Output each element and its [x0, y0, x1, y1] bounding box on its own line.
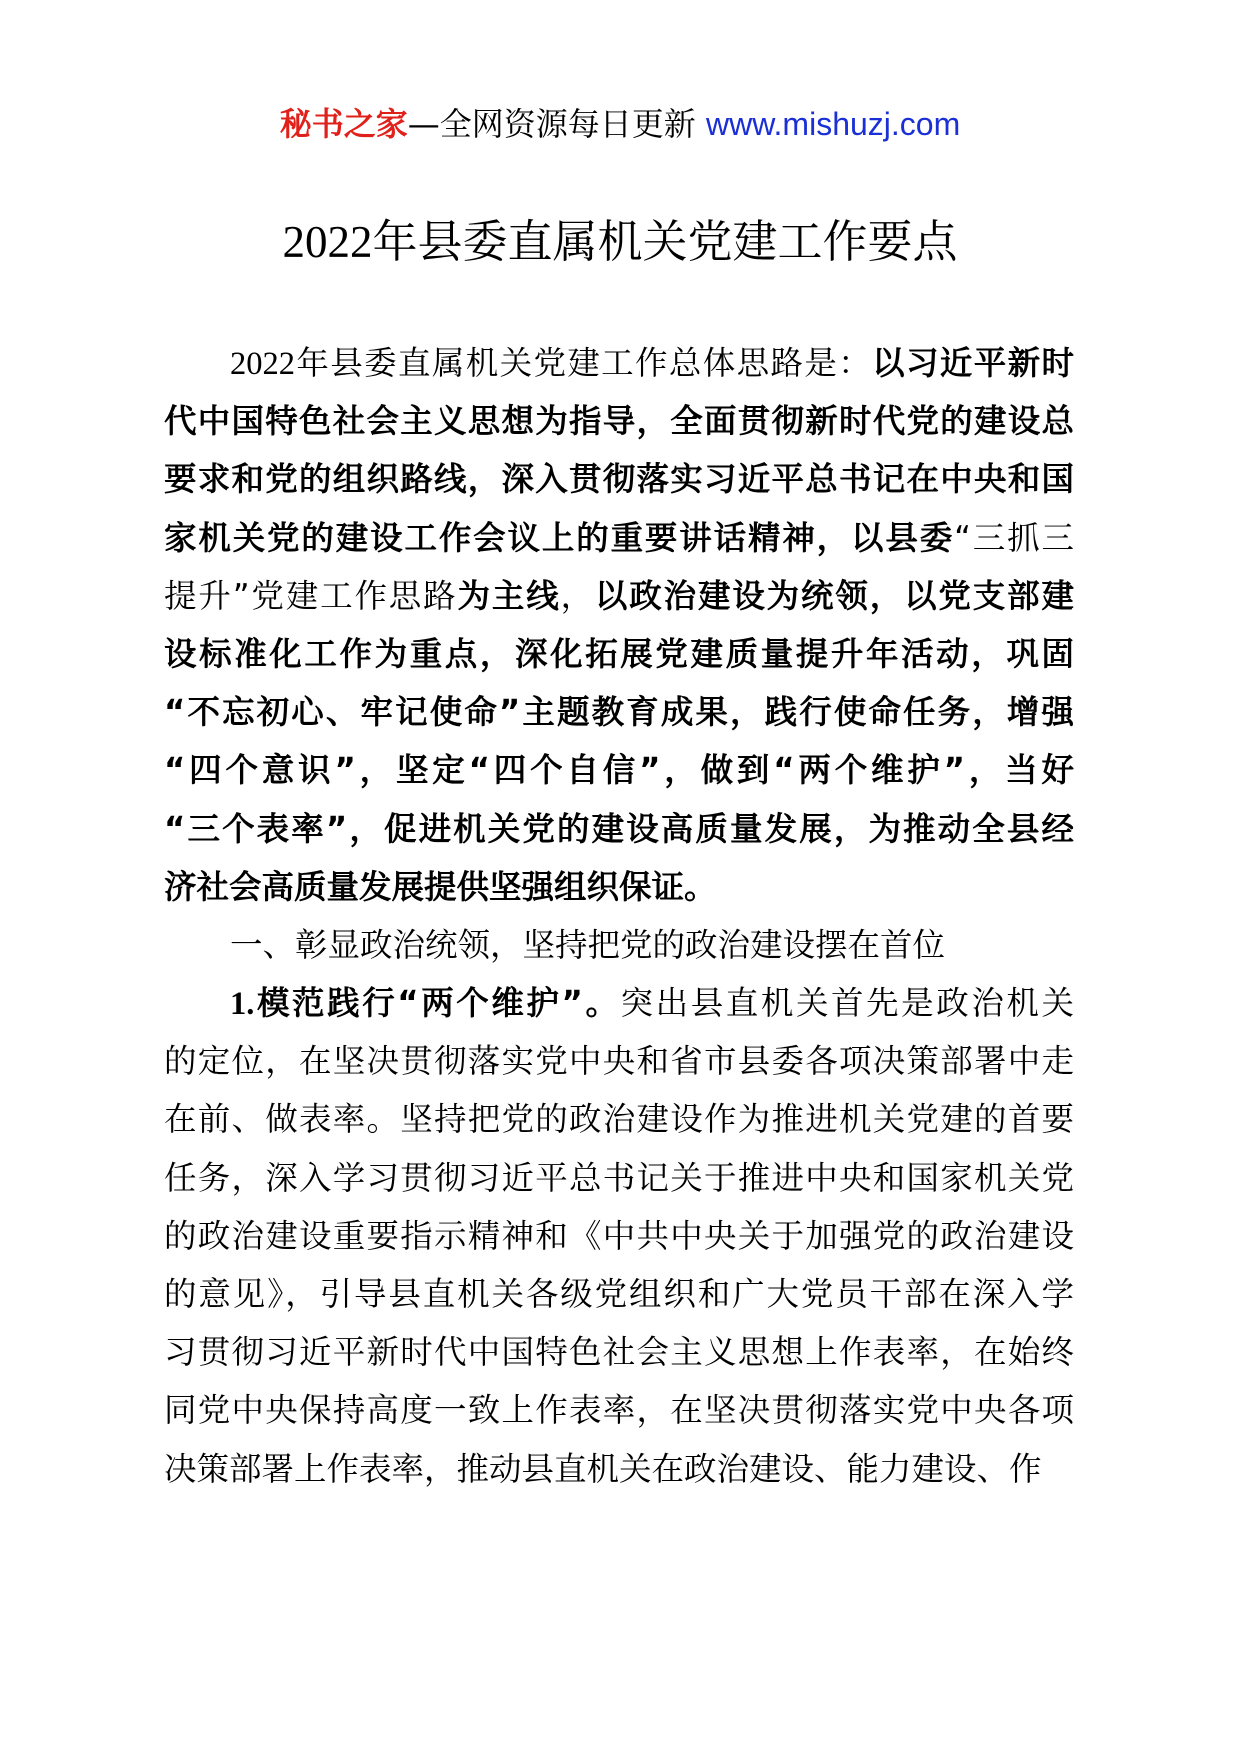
text-segment: 代中国特色社会主义思想为指导，全面贯彻新时代党的建设总	[164, 402, 1074, 441]
text-line	[164, 1440, 1074, 1498]
text-segment: “三抓三	[954, 518, 1074, 557]
text-line	[164, 800, 1074, 858]
text-segment: “不忘初心、牢记使命”主题教育成果，践行使命任务，增强	[164, 693, 1074, 732]
text-segment: 决策部署上作表率，推动县直机关在政治建设、能力建设、作	[164, 1449, 1042, 1488]
text-line	[164, 741, 1074, 799]
text-segment: 以政治建设为统领，以党支部建	[594, 576, 1074, 615]
paragraph	[164, 974, 1074, 1498]
text-segment: 任务，深入学习贯彻习近平总书记关于推进中央和国家机关党	[164, 1158, 1074, 1197]
text-line	[164, 1149, 1074, 1207]
text-line	[164, 625, 1074, 683]
text-segment: 突出县直机关首先是政治机关	[620, 984, 1074, 1023]
text-segment: 1.	[230, 986, 255, 1023]
title-year: 2022	[282, 217, 373, 267]
text-line	[164, 1265, 1074, 1323]
text-segment: 家机关党的建设工作会议上的重要讲话精神，以县委	[164, 518, 955, 557]
text-line	[164, 974, 1074, 1032]
text-segment: 的意见》，引导县直机关各级党组织和广大党员干部在深入学	[164, 1275, 1074, 1313]
text-line	[164, 1207, 1074, 1265]
text-line	[164, 392, 1074, 450]
text-segment: 为主线	[457, 576, 561, 615]
text-line	[164, 683, 1074, 741]
text-line	[164, 509, 1074, 567]
text-segment: 模范践行“两个维护”。	[254, 984, 621, 1023]
site-url[interactable]: www.mishuzj.com	[705, 106, 961, 142]
text-segment: “四个意识”，坚定“四个自信”，做到“两个维护”，当好	[164, 751, 1074, 790]
text-line	[164, 1032, 1074, 1090]
document-body	[164, 334, 1074, 1498]
text-segment: 要求和党的组织路线，深入贯彻落实习近平总书记在中央和国	[164, 460, 1074, 499]
text-segment: 以习近平新时	[872, 344, 1074, 382]
text-segment: 年县委直属机关党建工作总体思路是：	[295, 344, 873, 382]
text-line	[164, 450, 1074, 508]
text-segment: ，	[560, 576, 595, 615]
text-segment: 的定位，在坚决贯彻落实党中央和省市县委各项决策部署中走	[164, 1042, 1074, 1081]
text-segment: 同党中央保持高度一致上作表率，在坚决贯彻落实党中央各项	[164, 1391, 1074, 1430]
brand-name: 秘书之家	[279, 105, 408, 143]
text-line	[164, 1090, 1074, 1148]
text-line	[164, 916, 1074, 974]
text-line	[164, 334, 1074, 392]
text-segment: “三个表率”，促进机关党的建设高质量发展，为推动全县经	[164, 809, 1074, 848]
text-line	[164, 1323, 1074, 1381]
paragraph	[164, 916, 1074, 974]
text-segment: 提升”党建工作思路	[164, 576, 458, 615]
text-segment: 在前、做表率。坚持把党的政治建设作为推进机关党建的首要	[164, 1100, 1074, 1139]
text-line	[164, 858, 1074, 916]
text-segment: 习贯彻习近平新时代中国特色社会主义思想上作表率，在始终	[164, 1333, 1074, 1372]
header-tagline: —全网资源每日更新	[407, 105, 696, 143]
text-segment: 的政治建设重要指示精神和《中共中央关于加强党的政治建设	[164, 1216, 1074, 1255]
paragraph	[164, 334, 1074, 916]
text-segment: 设标准化工作为重点，深化拓展党建质量提升年活动，巩固	[164, 634, 1074, 673]
text-segment: 一、彰显政治统领，坚持把党的政治建设摆在首位	[230, 925, 946, 964]
text-line	[164, 567, 1074, 625]
site-header	[0, 100, 1240, 148]
title-text: 年县委直属机关党建工作要点	[372, 215, 958, 268]
text-line	[164, 1381, 1074, 1439]
document-title	[0, 212, 1240, 272]
text-segment: 济社会高质量发展提供坚强组织保证。	[164, 867, 717, 906]
text-segment: 2022	[230, 346, 295, 382]
